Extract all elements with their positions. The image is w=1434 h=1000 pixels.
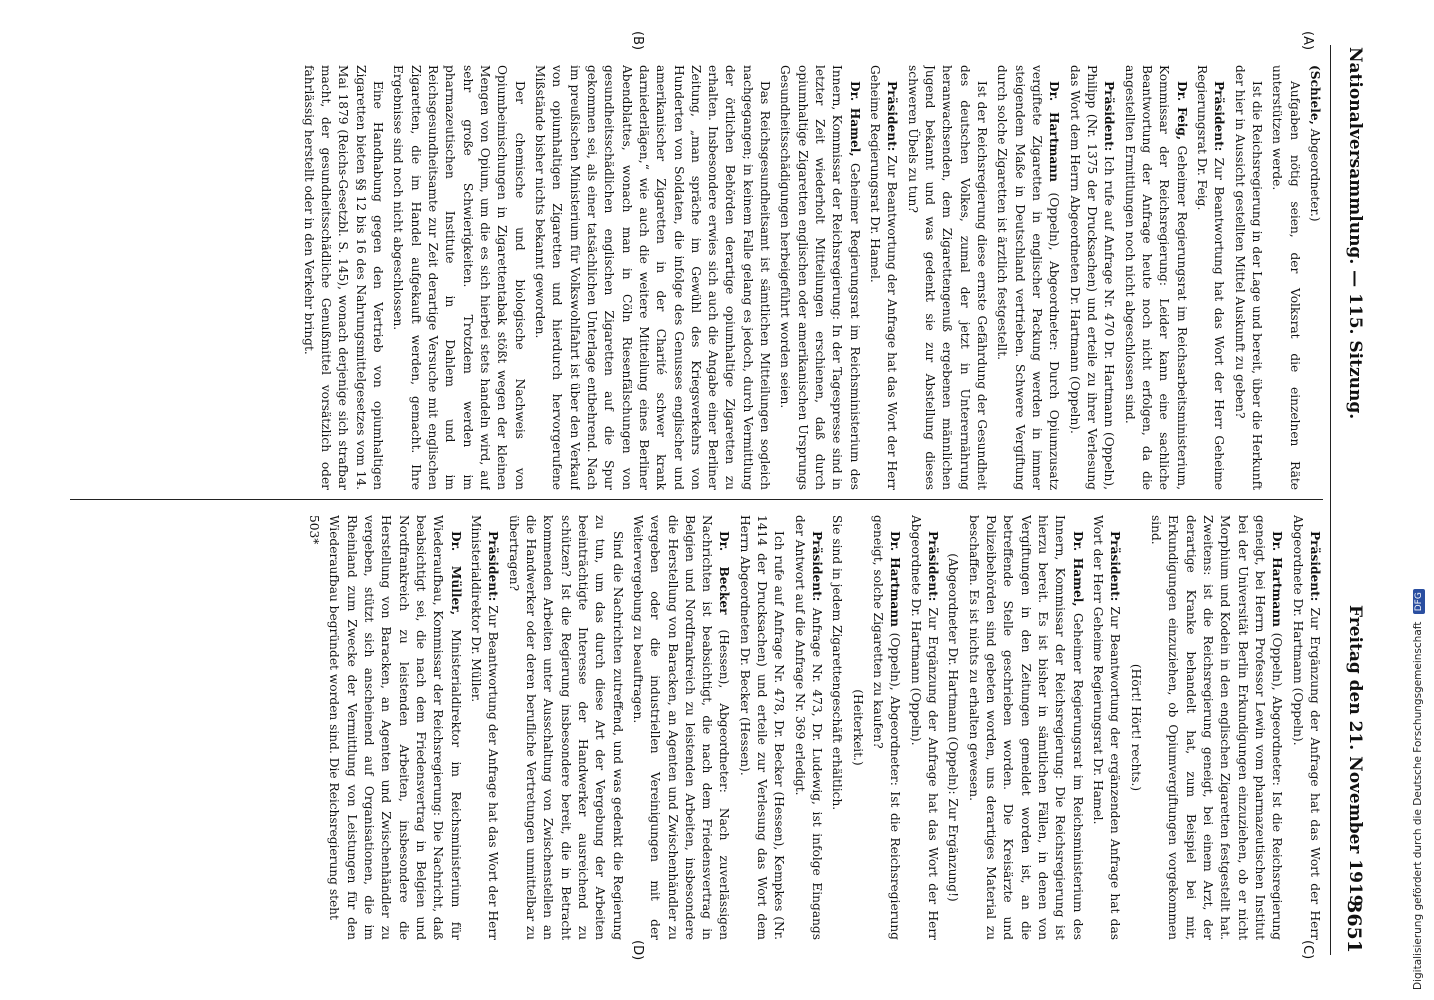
paragraph-text: Zur Beantwortung der ergänzenden Anfrage hat das Wort der Herr Geheime Regierungsrat Dr. Hamel. bbox=[1091, 515, 1123, 940]
header-left: Nationalversammlung. — 115. Sitzung. bbox=[1345, 47, 1365, 420]
paragraph-text: (Oppeln), Abgeordneter: Durch Opiumzusatz vergiftete Zigaretten in englischer Packung werden in immer steigendem Maße in Deutschland vertrieben. Schwere Vergiftung durch solche Zigaretten ist ärztlich festgestellt. bbox=[995, 65, 1062, 490]
paragraph bbox=[790, 515, 825, 940]
paragraph bbox=[389, 65, 528, 490]
speaker-name: Dr. Becker bbox=[717, 531, 732, 615]
paragraph bbox=[1193, 65, 1228, 490]
paragraph-text: Zur Ergänzung der Anfrage hat das Wort der Herr Abgeordnete Dr. Hartmann (Oppeln). bbox=[1290, 515, 1322, 940]
speaker-name: Präsident: bbox=[1102, 81, 1117, 152]
side-credit bbox=[1410, 10, 1430, 990]
document-page bbox=[40, 25, 1385, 975]
header-date: Freitag den 21. November 1919. bbox=[1345, 605, 1365, 913]
credit-text: Digitalisierung gefördert durch die Deutsche Forschungsgemeinschaft bbox=[1412, 621, 1424, 990]
paragraph-text: Ist die Reichsregierung in der Lage und bereit, über die Herkunft der hier in Aussicht gestellten Mittel Auskunft zu geben? bbox=[1232, 65, 1265, 490]
paragraph bbox=[305, 515, 322, 940]
paragraph bbox=[993, 65, 1062, 490]
speaker-name: Präsident: bbox=[926, 531, 941, 602]
paragraph bbox=[325, 515, 464, 940]
margin-marker-c: (C) bbox=[1300, 940, 1315, 960]
paragraph bbox=[1065, 65, 1117, 490]
paragraph-text: Geheimer Regierungsrat im Reichsministerium des Innern, Kommissar der Reichsregierung: Die Reichsregierung ist hierzu bereit. Es ist bisher in sämtlichen Fällen, in denen von Vergiftungen in den Zeitungen gemeldet worden ist, an die betreffende Stelle geschrieben worden. Die Kreisärzte und Polizeibehörden sind gebeten worden, uns derartiges Material zu beschaffen. Es ist nichts zu erhalten gewesen. bbox=[966, 515, 1085, 940]
paragraph bbox=[531, 65, 774, 490]
paragraph bbox=[467, 515, 502, 940]
right-column bbox=[60, 515, 1323, 940]
speaker-name: Präsident: bbox=[885, 81, 900, 152]
paragraph-text: Geheimer Regierungsrat im Reichsministerium des Innern, Kommissar der Reichsregierung: In der Tagespresse sind in letzter Zeit wiederholt Mitteilungen erschienen, daß durch opiumhaltige Zigaretten englischen oder amerikanischen Ursprungs Gesundheitsschädigungen herbeigeführt worden seien. bbox=[778, 65, 862, 490]
left-column bbox=[60, 65, 1323, 490]
paragraph bbox=[776, 65, 863, 490]
speaker-name: Dr. Hamel, bbox=[847, 81, 862, 157]
speaker-name: Dr. Hartmann bbox=[888, 531, 903, 628]
paragraph-text: 503* bbox=[306, 515, 321, 545]
paragraph bbox=[869, 515, 904, 940]
paragraph bbox=[906, 515, 941, 940]
paragraph-text: Eine Handhabung gegen den Vertrieb von opiumhaltigen Zigaretten bieten §§ 12 bis 16 des Nahrungsmittelgesetzes vom 14. Mai 1879 (Reichs-Gesetzbl. S. 145), wonach derjenige sich strafbar macht, der gesundheitsschädliche Genußmittel vorsätzlich oder fahrlässig herstellt oder in den Verkehr bringt. bbox=[301, 65, 385, 490]
paragraph bbox=[1306, 65, 1323, 490]
paragraph-text: Ministerialdirektor im Reichsministerium für Wiederaufbau, Kommissar der Reichsregierung: Die Nachricht, daß beabsichtigt sei, die nach dem Friedensvertrag in Belgien und Nordfrankreich zu leistenden Arbeiten, insbesondere die Herstellung von Baracken, an Agenten und Zwischenhändler zu vergeben, stützt sich anscheinend auf Organisationen, die im Rheinland zum Zwecke der Vermittlung von Leistungen für den Wiederaufbau begründet worden sind. Die Reichsregierung steht bbox=[327, 515, 463, 940]
speaker-name: Dr. Hamel, bbox=[1070, 531, 1085, 607]
speaker-name: Präsident: bbox=[1308, 531, 1322, 602]
paragraph-text: Zur Beantwortung hat das Wort der Herr Geheime Regierungsrat Dr. Feig. bbox=[1195, 65, 1227, 490]
paragraph bbox=[866, 65, 901, 490]
paragraph bbox=[1126, 515, 1143, 940]
speaker-name: Präsident: bbox=[1212, 81, 1227, 152]
paragraph bbox=[629, 515, 733, 940]
page-number: 3651 bbox=[1343, 900, 1365, 953]
paragraph bbox=[1089, 515, 1124, 940]
column-divider bbox=[70, 499, 1323, 500]
paragraph bbox=[1268, 65, 1303, 490]
paragraph-text: (Hört! Hört! rechts.) bbox=[1128, 663, 1143, 792]
speaker-name: Dr. Hartmann bbox=[1047, 81, 1062, 182]
paragraph-text: (Heiterkeit.) bbox=[850, 689, 865, 766]
paragraph-text: Ich rufe auf Anfrage Nr. 478, Dr. Becker (Hessen), Kempkes (Nr. 1414 der Drucksachen) und erteile zur Verlesung das Wort dem Herrn Abgeordneten Dr. Becker (Hessen). bbox=[737, 515, 787, 940]
paragraph-text: Geheimer Regierungsrat im Reichsarbeitsministerium, Kommissar der Reichsregierung: Leider kann eine sachliche Beantwortung der Anfrage heute noch nicht erfolgen, da die angestellten Ermittlungen noch nicht abgeschlossen sind. bbox=[1122, 65, 1189, 490]
paragraph bbox=[1230, 65, 1265, 490]
paragraph-text: (Hessen), Abgeordneter: Nach zuverlässigen Nachrichten ist beabsichtigt, die nach dem Friedensvertrag in Belgien und Nordfrankreich zu leistenden Arbeiten, insbesondere die Herstellung von Baracken, an Agenten und Zwischenhändler zu vergeben oder die industriellen Vereinigungen mit der Weitervergebung zu beauftragen. bbox=[630, 515, 732, 940]
paragraph bbox=[1288, 515, 1323, 940]
dfg-logo: DFG bbox=[1413, 589, 1425, 614]
speaker-name: (Schiele, bbox=[1308, 65, 1322, 125]
paragraph bbox=[299, 65, 386, 490]
speaker-name: Präsident: bbox=[486, 531, 501, 602]
speaker-name: Dr. Hartmann bbox=[1270, 531, 1285, 628]
paragraph-text: Ich rufe auf Anfrage Nr. 470 Dr. Hartmann (Oppeln), Philipp (Nr. 1375 der Drucksachen) und erteile zu ihrer Verlesung das Wort dem Herrn Abgeordneten Dr. Hartmann (Oppeln). bbox=[1067, 65, 1117, 490]
margin-marker-a: (A) bbox=[1300, 31, 1315, 51]
paragraph bbox=[848, 515, 865, 940]
speaker-name: Präsident: bbox=[1108, 531, 1123, 602]
paragraph-text: (Oppeln), Abgeordneter: Ist die Reichsregierung geneigt, bei Herrn Professor Lewin vom pharmazeutischen Institut bei der Universität Berlin Erkundigungen einzuziehen, ob er nicht Morphium und Kodein in den englischen Zigaretten festgestellt hat. Zweitens: ist die Reichsregierung geneigt, bei einem Arzt, der derartige Kranke behandelt hat, zum Beispiel bei mir, Erkundigungen einzuziehen, ob Opiumvergiftungen vorgekommen sind. bbox=[1149, 515, 1285, 940]
speaker-name: Dr. Feig, bbox=[1174, 81, 1189, 141]
paragraph bbox=[828, 515, 845, 940]
paragraph bbox=[964, 515, 1085, 940]
paragraph-text: Der chemische und biologische Nachweis von Opiumbeimischungen in Zigarettentabak stößt wegen der kleinen Mengen von Opium, um die es sich hierbei stets handeln wird, auf sehr große Schwierigkeiten. Trotzdem werden im pharmazeutischen Institute in Dahlem und im Reichsgesundheitsamte zur Zeit derartige Versuche mit englischen Zigaretten, die im Handel aufgekauft werden, gemacht. Ihre Ergebnisse sind noch nicht abgeschlossen. bbox=[391, 65, 527, 490]
paragraph bbox=[944, 515, 961, 940]
paragraph bbox=[504, 515, 625, 940]
paragraph-text: Sind die Nachrichten zutreffend, und was gedenkt die Regierung zu tun, um das durch diese Art der Vergebung der Arbeiten beeinträchtigte Interesse der Handwerker ausreichend zu schützen? Ist die Regierung insbesondere bereit, die in Betracht kommenden Arbeiten unter Ausschaltung von Zwischenstellen an die Handwerker oder deren berufliche Vertretungen unmittelbar zu übertragen? bbox=[506, 515, 625, 940]
speaker-name: Dr. Müller, bbox=[448, 531, 463, 616]
page-header bbox=[1330, 45, 1377, 955]
paragraph-text: (Abgeordneter Dr. Hartmann (Oppeln): Zur Ergänzung!) bbox=[946, 553, 961, 902]
paragraph-text: Sie sind in jedem Zigarettengeschäft erhältlich. bbox=[830, 515, 845, 811]
speaker-name: Präsident: bbox=[810, 531, 825, 602]
paragraph-text: Aufgaben nötig seien, der Volksrat die einzelnen Räte unterstützen werde. bbox=[1270, 65, 1302, 490]
paragraph-text: Anfrage Nr. 473, Dr. Ludewig, ist infolge Eingangs der Antwort auf die Anfrage Nr. 369 erledigt. bbox=[792, 515, 825, 940]
paragraph bbox=[736, 515, 788, 940]
paragraph-text: (Oppeln), Abgeordneter: Ist die Reichsregierung geneigt, solche Zigaretten zu kaufen? bbox=[871, 515, 903, 940]
paragraph-text: Das Reichsgesundheitsamt ist sämtlichen Mitteilungen sogleich nachgegangen; in keinem Falle gelang es jedoch, durch Vermittlung der örtlichen Behörden derartige opiumhaltige Zigaretten zu erhalten. Insbesondere erwies sich auch die Angabe einer Berliner Zeitung, „man spräche im Gewühl des Kriegsverkehrs von Hunderten von Soldaten, die infolge des Genusses englischer und amerikanischer Zigaretten in der Charité schwer krank darniederlägen,“ wie auch die weitere Mitteilung eines Berliner Abendblattes, wonach man in Cöln Riesenfälschungen von gesundheitsschädlichen englischen Zigaretten auf die Spur gekommen sei, als einer tatsächlichen Unterlage entbehrend. Nach im preußischen Ministerium für Volkswohlfahrt ist über den Verkauf von opiumhaltigen Zigaretten und hierdurch hervorgerufene Mißstände bisher nichts bekannt geworden. bbox=[532, 65, 773, 490]
paragraph-text: Zur Beantwortung der Anfrage hat das Wort der Herr Geheime Regierungsrat Dr. Hamel. bbox=[868, 65, 900, 490]
paragraph-text: Ist der Reichsregierung diese ernste Gefährdung der Gesundheit des deutschen Volkes, zumal der jetzt in Unterernährung heranwachsenden, dem Zigarettengenuß ergebenen männlichen Jugend bekannt und was gedenkt sie zur Abstellung dieses schweren Übels zu tun? bbox=[905, 65, 990, 490]
paragraph bbox=[903, 65, 990, 490]
paragraph bbox=[1147, 515, 1286, 940]
margin-marker-d: (D) bbox=[630, 940, 645, 961]
paragraph-text: Abgeordneter.) bbox=[1308, 124, 1322, 222]
paragraph-text: Zur Beantwortung der Anfrage hat das Wort der Herr Ministerialdirektor Dr. Müller. bbox=[468, 515, 501, 940]
paragraph bbox=[1120, 65, 1189, 490]
margin-marker-b: (B) bbox=[630, 31, 645, 51]
paragraph-text: Zur Ergänzung der Anfrage hat das Wort der Herr Abgeordnete Dr. Hartmann (Oppeln). bbox=[908, 515, 941, 940]
